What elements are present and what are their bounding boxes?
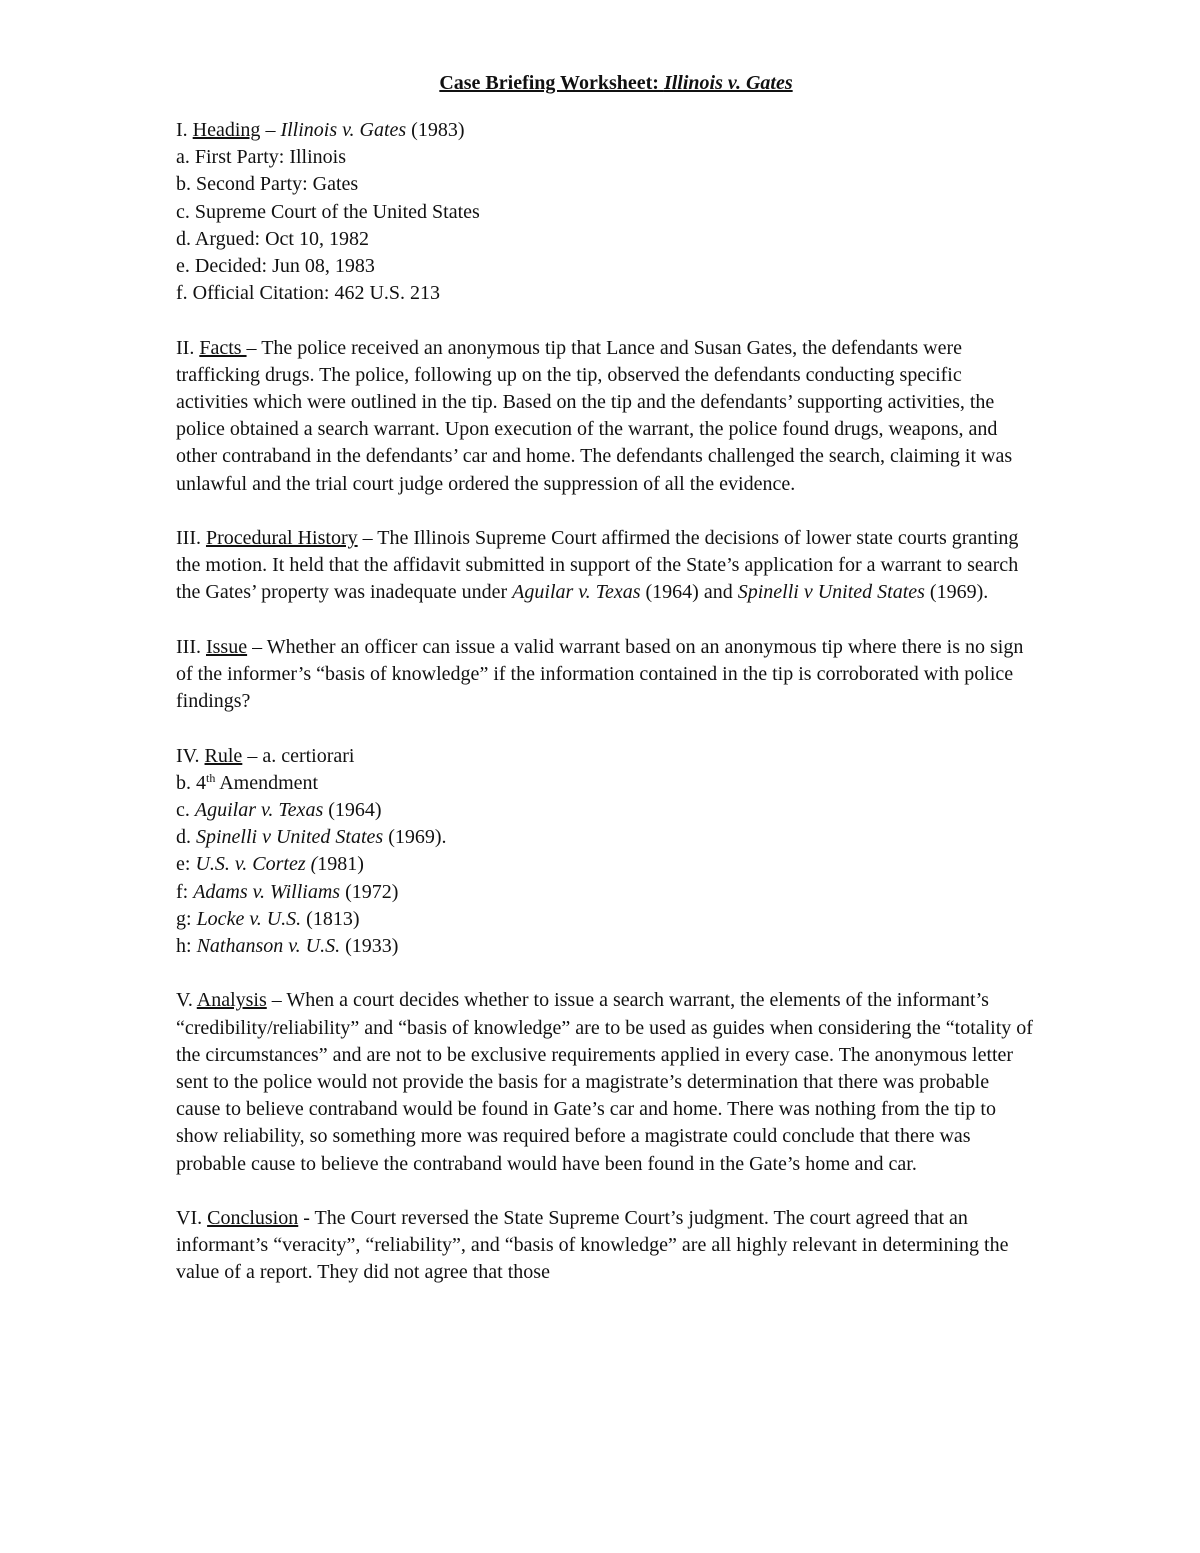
- section-label: Heading: [192, 119, 261, 141]
- rule-item-prefix: g:: [176, 907, 197, 930]
- case-year: (1983): [406, 119, 465, 141]
- rule-item: [176, 824, 1036, 851]
- case-name: Locke v. U.S.: [196, 907, 302, 930]
- section-label: Facts: [199, 336, 247, 359]
- rule-item-suffix: (1972): [340, 880, 399, 903]
- rule-item-prefix: c.: [176, 799, 195, 822]
- heading-line: [176, 117, 1036, 144]
- rule-line: [176, 743, 1036, 770]
- title-case-name: Illinois v. Gates: [663, 72, 793, 94]
- heading-item-first-party: a. First Party: Illinois: [176, 146, 346, 169]
- analysis-section: [176, 987, 1036, 1177]
- section-number: IV.: [176, 744, 205, 767]
- case-name: Illinois v. Gates: [280, 119, 407, 141]
- rule-item-prefix: b. 4: [176, 771, 206, 794]
- rule-item-suffix: Amendment: [215, 771, 319, 794]
- heading-item-court: c. Supreme Court of the United States: [176, 200, 480, 223]
- section-dash: –: [247, 635, 267, 658]
- heading-item-citation: f. Official Citation: 462 U.S. 213: [176, 282, 441, 305]
- section-number: I.: [176, 119, 193, 141]
- procedural-text-mid: (1964) and: [640, 581, 738, 604]
- procedural-text-end: (1969).: [924, 581, 989, 604]
- case-name: U.S. v. Cortez (: [195, 853, 318, 876]
- rule-section: [176, 743, 1036, 961]
- rule-item-prefix: d.: [176, 826, 196, 849]
- case-name: Spinelli v United States: [737, 581, 925, 604]
- rule-item-suffix: (1933): [340, 935, 399, 958]
- section-dash: –: [246, 336, 262, 359]
- issue-section: [176, 634, 1036, 716]
- rule-item-suffix: (1813): [301, 907, 360, 930]
- title-prefix: Case Briefing Worksheet:: [439, 72, 664, 94]
- heading-item-decided: e. Decided: Jun 08, 1983: [176, 255, 375, 278]
- rule-item-prefix: f:: [176, 880, 194, 903]
- section-number: V.: [176, 989, 197, 1012]
- rule-item-amendment: [176, 770, 1036, 797]
- case-name: Aguilar v. Texas: [512, 581, 641, 604]
- section-dash: –: [357, 527, 378, 550]
- rule-item-suffix: (1969).: [383, 826, 447, 849]
- page-title: [176, 70, 1036, 97]
- heading-item-second-party: b. Second Party: Gates: [176, 173, 359, 196]
- case-name: Nathanson v. U.S.: [196, 935, 341, 958]
- heading-item-argued: d. Argued: Oct 10, 1982: [176, 227, 369, 250]
- section-label: Analysis: [196, 989, 267, 1012]
- case-name: Aguilar v. Texas: [194, 799, 324, 822]
- rule-item-prefix: e:: [176, 853, 196, 876]
- rule-item: [176, 851, 1036, 878]
- analysis-text: When a court decides whether to issue a search warrant, the elements of the informant’s “credibility/reliability” and “basis of knowledge” are to be used as guides when considering the “totality of the circumstances” and are not to be exclusive requirements applied in every case. The anonymous letter sent to the police would not provide the basis for a magistrate’s determination that there was probable cause to believe contraband would be found in Gate’s car and home. There was nothing from the tip to show reliability, so something more was required before a magistrate could conclude that there was probable cause to believe the contraband would have been found in the Gate’s home and car.: [176, 989, 1033, 1175]
- conclusion-text: The Court reversed the State Supreme Court’s judgment. The court agreed that an informant’s “veracity”, “reliability”, and “basis of knowledge” are all highly relevant in determining the value of a report. They did not agree that those: [176, 1207, 1009, 1284]
- heading-section: [176, 117, 1036, 307]
- section-label: Rule: [204, 744, 243, 767]
- case-name: Adams v. Williams: [193, 880, 341, 903]
- section-number: VI.: [176, 1207, 208, 1230]
- rule-item: [176, 797, 1036, 824]
- section-dash: –: [260, 119, 281, 141]
- section-dash: –: [266, 989, 287, 1012]
- section-number: III.: [176, 635, 206, 658]
- section-label: Procedural History: [205, 527, 358, 550]
- ordinal-superscript: th: [206, 770, 216, 785]
- procedural-text: The Illinois Supreme Court affirmed the decisions of lower state courts granting the motion. It held that the affidavit submitted in support of the State’s application for a warrant to search the Gates’ property was inadequate under: [176, 527, 1019, 604]
- rule-item-prefix: h:: [176, 935, 197, 958]
- rule-item-suffix: (1964): [323, 799, 382, 822]
- rule-item: [176, 879, 1036, 906]
- issue-text: Whether an officer can issue a valid warrant based on an anonymous tip where there is no sign of the informer’s “basis of knowledge” if the information contained in the tip is corroborated with police findings?: [176, 635, 1024, 713]
- facts-text: The police received an anonymous tip that Lance and Susan Gates, the defendants were trafficking drugs. The police, following up on the tip, observed the defendants conducting specific activities which were outlined in the tip. Based on the tip and the defendants’ supporting activities, the police obtained a search warrant. Upon execution of the warrant, the police found drugs, weapons, and other contraband in the defendants’ car and home. The defendants challenged the search, claiming it was unlawful and the trial court judge ordered the suppression of all the evidence.: [176, 336, 1013, 495]
- procedural-history-section: [176, 525, 1036, 607]
- rule-item-suffix: 1981): [317, 853, 364, 876]
- facts-section: [176, 335, 1036, 498]
- case-name: Spinelli v United States: [196, 826, 384, 849]
- document-page: [176, 70, 1036, 1287]
- rule-item: a. certiorari: [262, 744, 355, 767]
- section-dash: -: [298, 1207, 315, 1230]
- rule-item: [176, 906, 1036, 933]
- section-label: Issue: [205, 635, 248, 658]
- rule-item: [176, 933, 1036, 960]
- section-dash: –: [242, 744, 263, 767]
- section-number: III.: [176, 527, 206, 550]
- conclusion-section: [176, 1205, 1036, 1287]
- section-number: II.: [176, 336, 200, 359]
- section-label: Conclusion: [207, 1207, 299, 1230]
